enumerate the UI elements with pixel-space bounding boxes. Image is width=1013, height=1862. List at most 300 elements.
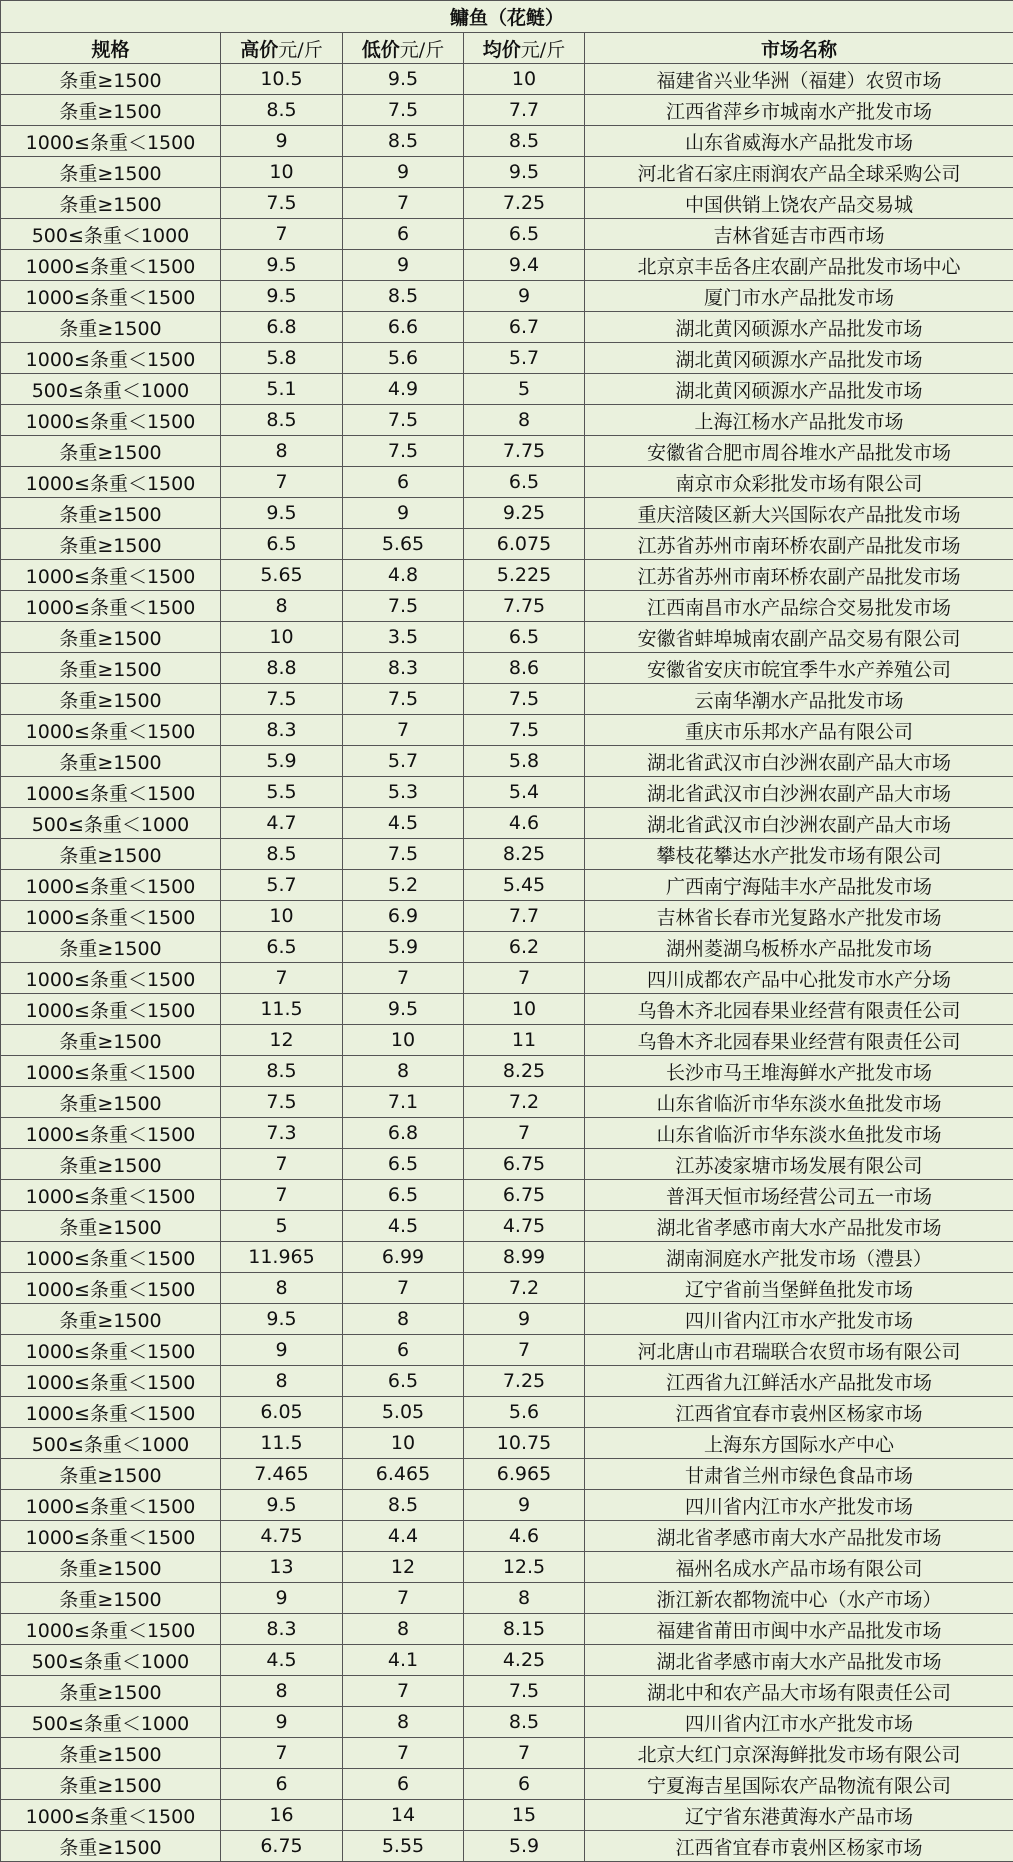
cell-high-price: 13 [221,1552,343,1583]
cell-market-name: 山东省威海水产品批发市场 [585,126,1013,157]
cell-avg-price: 6 [464,1769,585,1800]
cell-spec: 条重≥1500 [1,1552,221,1583]
cell-market-name: 广西南宁海陆丰水产品批发市场 [585,870,1013,901]
cell-spec: 条重≥1500 [1,653,221,684]
cell-spec: 1000≤条重＜1500 [1,1118,221,1149]
cell-spec: 1000≤条重＜1500 [1,467,221,498]
cell-high-price: 5 [221,1211,343,1242]
cell-avg-price: 7.75 [464,591,585,622]
cell-avg-price: 6.5 [464,467,585,498]
cell-high-price: 8.5 [221,95,343,126]
cell-avg-price: 9.25 [464,498,585,529]
cell-spec: 条重≥1500 [1,1459,221,1490]
cell-spec: 1000≤条重＜1500 [1,405,221,436]
cell-spec: 500≤条重＜1000 [1,808,221,839]
cell-spec: 条重≥1500 [1,932,221,963]
cell-avg-price: 8.5 [464,1707,585,1738]
table-row [1,219,1013,250]
cell-spec: 1000≤条重＜1500 [1,560,221,591]
cell-avg-price: 9.4 [464,250,585,281]
cell-spec: 1000≤条重＜1500 [1,343,221,374]
cell-avg-price: 11 [464,1025,585,1056]
cell-spec: 条重≥1500 [1,1149,221,1180]
cell-avg-price: 4.75 [464,1211,585,1242]
cell-market-name: 四川省内江市水产批发市场 [585,1490,1013,1521]
cell-high-price: 8.3 [221,1614,343,1645]
cell-avg-price: 5.9 [464,1831,585,1862]
cell-avg-price: 7.5 [464,715,585,746]
table-row [1,1831,1013,1862]
cell-high-price: 7 [221,963,343,994]
cell-high-price: 10 [221,157,343,188]
cell-avg-price: 5.225 [464,560,585,591]
cell-spec: 1000≤条重＜1500 [1,1800,221,1831]
cell-high-price: 10.5 [221,64,343,95]
cell-high-price: 11.965 [221,1242,343,1273]
table-row [1,1211,1013,1242]
table-row [1,560,1013,591]
cell-avg-price: 12.5 [464,1552,585,1583]
table-row [1,1614,1013,1645]
table-row [1,374,1013,405]
table-row [1,1335,1013,1366]
cell-avg-price: 8.5 [464,126,585,157]
cell-spec: 条重≥1500 [1,622,221,653]
table-row [1,498,1013,529]
cell-low-price: 4.4 [343,1521,464,1552]
cell-avg-price: 7.2 [464,1273,585,1304]
cell-spec: 1000≤条重＜1500 [1,994,221,1025]
cell-high-price: 10 [221,901,343,932]
table-row [1,932,1013,963]
cell-low-price: 8.5 [343,281,464,312]
table-row [1,1180,1013,1211]
cell-spec: 1000≤条重＜1500 [1,1273,221,1304]
cell-low-price: 12 [343,1552,464,1583]
cell-low-price: 8 [343,1056,464,1087]
table-row [1,1366,1013,1397]
cell-low-price: 5.6 [343,343,464,374]
cell-low-price: 5.55 [343,1831,464,1862]
cell-spec: 条重≥1500 [1,498,221,529]
cell-spec: 500≤条重＜1000 [1,1707,221,1738]
cell-market-name: 福建省莆田市闽中水产品批发市场 [585,1614,1013,1645]
cell-high-price: 6.75 [221,1831,343,1862]
cell-market-name: 江西南昌市水产品综合交易批发市场 [585,591,1013,622]
cell-market-name: 重庆涪陵区新大兴国际农产品批发市场 [585,498,1013,529]
cell-market-name: 河北唐山市君瑞联合农贸市场有限公司 [585,1335,1013,1366]
table-row [1,343,1013,374]
table-row [1,1397,1013,1428]
cell-low-price: 14 [343,1800,464,1831]
cell-spec: 条重≥1500 [1,684,221,715]
table-row [1,126,1013,157]
cell-avg-price: 4.6 [464,1521,585,1552]
cell-avg-price: 5.6 [464,1397,585,1428]
table-row [1,1242,1013,1273]
cell-market-name: 北京大红门京深海鲜批发市场有限公司 [585,1738,1013,1769]
cell-avg-price: 6.5 [464,219,585,250]
cell-market-name: 福建省兴业华洲（福建）农贸市场 [585,64,1013,95]
cell-market-name: 湖北黄冈硕源水产品批发市场 [585,343,1013,374]
cell-high-price: 6.8 [221,312,343,343]
cell-low-price: 4.9 [343,374,464,405]
cell-market-name: 吉林省延吉市西市场 [585,219,1013,250]
cell-avg-price: 4.25 [464,1645,585,1676]
cell-avg-price: 6.2 [464,932,585,963]
cell-spec: 500≤条重＜1000 [1,219,221,250]
cell-low-price: 9 [343,157,464,188]
cell-spec: 1000≤条重＜1500 [1,715,221,746]
table-row [1,405,1013,436]
cell-spec: 1000≤条重＜1500 [1,591,221,622]
cell-market-name: 湖北中和农产品大市场有限责任公司 [585,1676,1013,1707]
cell-low-price: 6 [343,1769,464,1800]
table-row [1,1769,1013,1800]
cell-market-name: 湖州菱湖乌板桥水产品批发市场 [585,932,1013,963]
table-row [1,529,1013,560]
cell-market-name: 四川省内江市水产批发市场 [585,1707,1013,1738]
cell-low-price: 4.1 [343,1645,464,1676]
cell-low-price: 7 [343,188,464,219]
cell-low-price: 10 [343,1025,464,1056]
header-avg-price: 均价元/斤 [464,33,585,64]
cell-spec: 1000≤条重＜1500 [1,901,221,932]
table-row [1,1645,1013,1676]
cell-high-price: 7 [221,219,343,250]
cell-spec: 条重≥1500 [1,1087,221,1118]
cell-market-name: 湖北省孝感市南大水产品批发市场 [585,1211,1013,1242]
cell-high-price: 6.5 [221,529,343,560]
cell-high-price: 7 [221,1149,343,1180]
table-title: 鳙鱼（花鲢） [1,1,1013,33]
cell-spec: 条重≥1500 [1,157,221,188]
header-market-name: 市场名称 [585,33,1013,64]
cell-high-price: 7.465 [221,1459,343,1490]
cell-avg-price: 6.75 [464,1149,585,1180]
cell-high-price: 5.9 [221,746,343,777]
cell-low-price: 8 [343,1304,464,1335]
table-row [1,1800,1013,1831]
cell-market-name: 山东省临沂市华东淡水鱼批发市场 [585,1087,1013,1118]
table-row [1,281,1013,312]
cell-spec: 条重≥1500 [1,1304,221,1335]
cell-avg-price: 6.965 [464,1459,585,1490]
cell-low-price: 6.5 [343,1149,464,1180]
cell-low-price: 9 [343,250,464,281]
cell-market-name: 湖北省武汉市白沙洲农副产品大市场 [585,746,1013,777]
cell-market-name: 湖北黄冈硕源水产品批发市场 [585,374,1013,405]
cell-market-name: 上海江杨水产品批发市场 [585,405,1013,436]
cell-spec: 条重≥1500 [1,746,221,777]
table-row [1,1459,1013,1490]
cell-low-price: 7.5 [343,839,464,870]
cell-high-price: 9.5 [221,281,343,312]
cell-avg-price: 7.2 [464,1087,585,1118]
cell-high-price: 10 [221,622,343,653]
cell-spec: 1000≤条重＜1500 [1,1521,221,1552]
cell-high-price: 6 [221,1769,343,1800]
cell-avg-price: 8.15 [464,1614,585,1645]
cell-market-name: 北京京丰岳各庄农副产品批发市场中心 [585,250,1013,281]
cell-spec: 条重≥1500 [1,64,221,95]
cell-spec: 500≤条重＜1000 [1,374,221,405]
cell-spec: 1000≤条重＜1500 [1,1366,221,1397]
cell-spec: 1000≤条重＜1500 [1,963,221,994]
cell-high-price: 5.1 [221,374,343,405]
cell-high-price: 5.5 [221,777,343,808]
cell-low-price: 9 [343,498,464,529]
cell-high-price: 4.5 [221,1645,343,1676]
cell-low-price: 7 [343,1676,464,1707]
cell-high-price: 5.7 [221,870,343,901]
cell-market-name: 南京市众彩批发市场有限公司 [585,467,1013,498]
cell-high-price: 9.5 [221,1304,343,1335]
cell-high-price: 9 [221,1335,343,1366]
cell-avg-price: 9 [464,1304,585,1335]
cell-high-price: 12 [221,1025,343,1056]
cell-spec: 1000≤条重＜1500 [1,1335,221,1366]
cell-avg-price: 7.75 [464,436,585,467]
table-row [1,1428,1013,1459]
cell-market-name: 四川省内江市水产批发市场 [585,1304,1013,1335]
cell-high-price: 9.5 [221,498,343,529]
table-row [1,1490,1013,1521]
cell-low-price: 5.2 [343,870,464,901]
cell-high-price: 9 [221,1707,343,1738]
cell-market-name: 江苏省苏州市南环桥农副产品批发市场 [585,529,1013,560]
table-row [1,839,1013,870]
table-row [1,1056,1013,1087]
cell-market-name: 江西省宜春市袁州区杨家市场 [585,1397,1013,1428]
cell-market-name: 湖北黄冈硕源水产品批发市场 [585,312,1013,343]
cell-high-price: 16 [221,1800,343,1831]
cell-avg-price: 7 [464,963,585,994]
cell-market-name: 辽宁省前当堡鲜鱼批发市场 [585,1273,1013,1304]
cell-high-price: 5.65 [221,560,343,591]
cell-market-name: 长沙市马王堆海鲜水产批发市场 [585,1056,1013,1087]
cell-spec: 条重≥1500 [1,95,221,126]
cell-high-price: 8.3 [221,715,343,746]
cell-spec: 条重≥1500 [1,312,221,343]
cell-low-price: 7 [343,715,464,746]
cell-market-name: 攀枝花攀达水产批发市场有限公司 [585,839,1013,870]
cell-spec: 1000≤条重＜1500 [1,1242,221,1273]
cell-low-price: 5.05 [343,1397,464,1428]
cell-avg-price: 5.8 [464,746,585,777]
cell-avg-price: 7.25 [464,1366,585,1397]
cell-avg-price: 15 [464,1800,585,1831]
cell-low-price: 6.99 [343,1242,464,1273]
cell-market-name: 中国供销上饶农产品交易城 [585,188,1013,219]
table-row [1,622,1013,653]
table-row [1,1583,1013,1614]
cell-low-price: 7 [343,963,464,994]
cell-high-price: 8.5 [221,405,343,436]
cell-high-price: 5.8 [221,343,343,374]
table-row [1,157,1013,188]
cell-high-price: 7.3 [221,1118,343,1149]
table-row [1,591,1013,622]
cell-low-price: 5.9 [343,932,464,963]
table-row [1,250,1013,281]
cell-high-price: 8.8 [221,653,343,684]
cell-avg-price: 5 [464,374,585,405]
table-row [1,436,1013,467]
cell-low-price: 5.7 [343,746,464,777]
cell-low-price: 3.5 [343,622,464,653]
cell-low-price: 7.5 [343,684,464,715]
cell-high-price: 7.5 [221,684,343,715]
cell-low-price: 4.5 [343,1211,464,1242]
cell-avg-price: 10 [464,994,585,1025]
header-high-price: 高价元/斤 [221,33,343,64]
cell-high-price: 8 [221,1676,343,1707]
cell-low-price: 8 [343,1614,464,1645]
table-row [1,808,1013,839]
cell-market-name: 吉林省长春市光复路水产批发市场 [585,901,1013,932]
cell-low-price: 5.3 [343,777,464,808]
cell-market-name: 云南华潮水产品批发市场 [585,684,1013,715]
cell-low-price: 9.5 [343,994,464,1025]
cell-spec: 1000≤条重＜1500 [1,870,221,901]
cell-avg-price: 10 [464,64,585,95]
cell-high-price: 4.75 [221,1521,343,1552]
cell-high-price: 7.5 [221,1087,343,1118]
cell-avg-price: 8.25 [464,1056,585,1087]
table-row [1,746,1013,777]
cell-market-name: 浙江新农都物流中心（水产市场） [585,1583,1013,1614]
cell-avg-price: 6.5 [464,622,585,653]
cell-avg-price: 8 [464,405,585,436]
header-spec: 规格 [1,33,221,64]
cell-spec: 1000≤条重＜1500 [1,1490,221,1521]
cell-low-price: 4.5 [343,808,464,839]
cell-market-name: 江西省萍乡市城南水产批发市场 [585,95,1013,126]
cell-low-price: 6 [343,219,464,250]
table-row [1,870,1013,901]
cell-high-price: 6.5 [221,932,343,963]
cell-avg-price: 7 [464,1335,585,1366]
cell-spec: 1000≤条重＜1500 [1,250,221,281]
cell-high-price: 9.5 [221,1490,343,1521]
table-row [1,95,1013,126]
cell-avg-price: 6.075 [464,529,585,560]
table-row [1,1118,1013,1149]
table-row [1,1025,1013,1056]
cell-avg-price: 10.75 [464,1428,585,1459]
cell-high-price: 8.5 [221,1056,343,1087]
cell-avg-price: 9 [464,281,585,312]
cell-spec: 条重≥1500 [1,1676,221,1707]
cell-avg-price: 5.7 [464,343,585,374]
cell-high-price: 6.05 [221,1397,343,1428]
cell-spec: 500≤条重＜1000 [1,1645,221,1676]
cell-high-price: 8.5 [221,839,343,870]
cell-spec: 条重≥1500 [1,1211,221,1242]
table-row [1,1552,1013,1583]
cell-high-price: 7 [221,1738,343,1769]
cell-avg-price: 8.99 [464,1242,585,1273]
cell-spec: 条重≥1500 [1,1769,221,1800]
cell-low-price: 7.5 [343,436,464,467]
cell-spec: 条重≥1500 [1,436,221,467]
cell-spec: 1000≤条重＜1500 [1,777,221,808]
cell-high-price: 11.5 [221,994,343,1025]
cell-market-name: 江苏凌家塘市场发展有限公司 [585,1149,1013,1180]
cell-low-price: 6.5 [343,1180,464,1211]
cell-low-price: 9.5 [343,64,464,95]
cell-high-price: 8 [221,436,343,467]
cell-low-price: 10 [343,1428,464,1459]
cell-avg-price: 7 [464,1118,585,1149]
cell-avg-price: 7 [464,1738,585,1769]
cell-low-price: 6 [343,467,464,498]
cell-spec: 1000≤条重＜1500 [1,281,221,312]
cell-market-name: 湖北省孝感市南大水产品批发市场 [585,1645,1013,1676]
cell-spec: 条重≥1500 [1,1738,221,1769]
cell-avg-price: 9 [464,1490,585,1521]
cell-avg-price: 8.25 [464,839,585,870]
table-row [1,1676,1013,1707]
cell-market-name: 厦门市水产品批发市场 [585,281,1013,312]
cell-low-price: 4.8 [343,560,464,591]
table-row [1,777,1013,808]
cell-low-price: 8.3 [343,653,464,684]
cell-avg-price: 8 [464,1583,585,1614]
cell-market-name: 湖北省武汉市白沙洲农副产品大市场 [585,808,1013,839]
cell-spec: 500≤条重＜1000 [1,1428,221,1459]
cell-low-price: 6.6 [343,312,464,343]
cell-high-price: 9 [221,126,343,157]
cell-market-name: 湖北省武汉市白沙洲农副产品大市场 [585,777,1013,808]
cell-avg-price: 7.7 [464,95,585,126]
cell-market-name: 普洱天恒市场经营公司五一市场 [585,1180,1013,1211]
cell-market-name: 江西省宜春市袁州区杨家市场 [585,1831,1013,1862]
cell-spec: 条重≥1500 [1,1583,221,1614]
cell-high-price: 9 [221,1583,343,1614]
cell-low-price: 6.9 [343,901,464,932]
table-row [1,64,1013,95]
cell-low-price: 7 [343,1273,464,1304]
table-body [1,64,1013,1862]
cell-spec: 条重≥1500 [1,1025,221,1056]
table-row [1,1273,1013,1304]
cell-high-price: 7 [221,467,343,498]
header-row [1,33,1013,64]
table-row [1,963,1013,994]
table-row [1,1304,1013,1335]
cell-high-price: 9.5 [221,250,343,281]
cell-low-price: 6.5 [343,1366,464,1397]
cell-avg-price: 6.7 [464,312,585,343]
cell-market-name: 甘肃省兰州市绿色食品市场 [585,1459,1013,1490]
cell-market-name: 辽宁省东港黄海水产品市场 [585,1800,1013,1831]
table-row [1,1149,1013,1180]
table-row [1,1087,1013,1118]
cell-spec: 条重≥1500 [1,839,221,870]
cell-market-name: 湖北省孝感市南大水产品批发市场 [585,1521,1013,1552]
cell-low-price: 6.465 [343,1459,464,1490]
cell-market-name: 安徽省合肥市周谷堆水产品批发市场 [585,436,1013,467]
cell-spec: 1000≤条重＜1500 [1,1397,221,1428]
cell-avg-price: 7.25 [464,188,585,219]
cell-low-price: 8.5 [343,1490,464,1521]
table-row [1,715,1013,746]
cell-spec: 1000≤条重＜1500 [1,1180,221,1211]
cell-market-name: 河北省石家庄雨润农产品全球采购公司 [585,157,1013,188]
cell-spec: 1000≤条重＜1500 [1,1056,221,1087]
